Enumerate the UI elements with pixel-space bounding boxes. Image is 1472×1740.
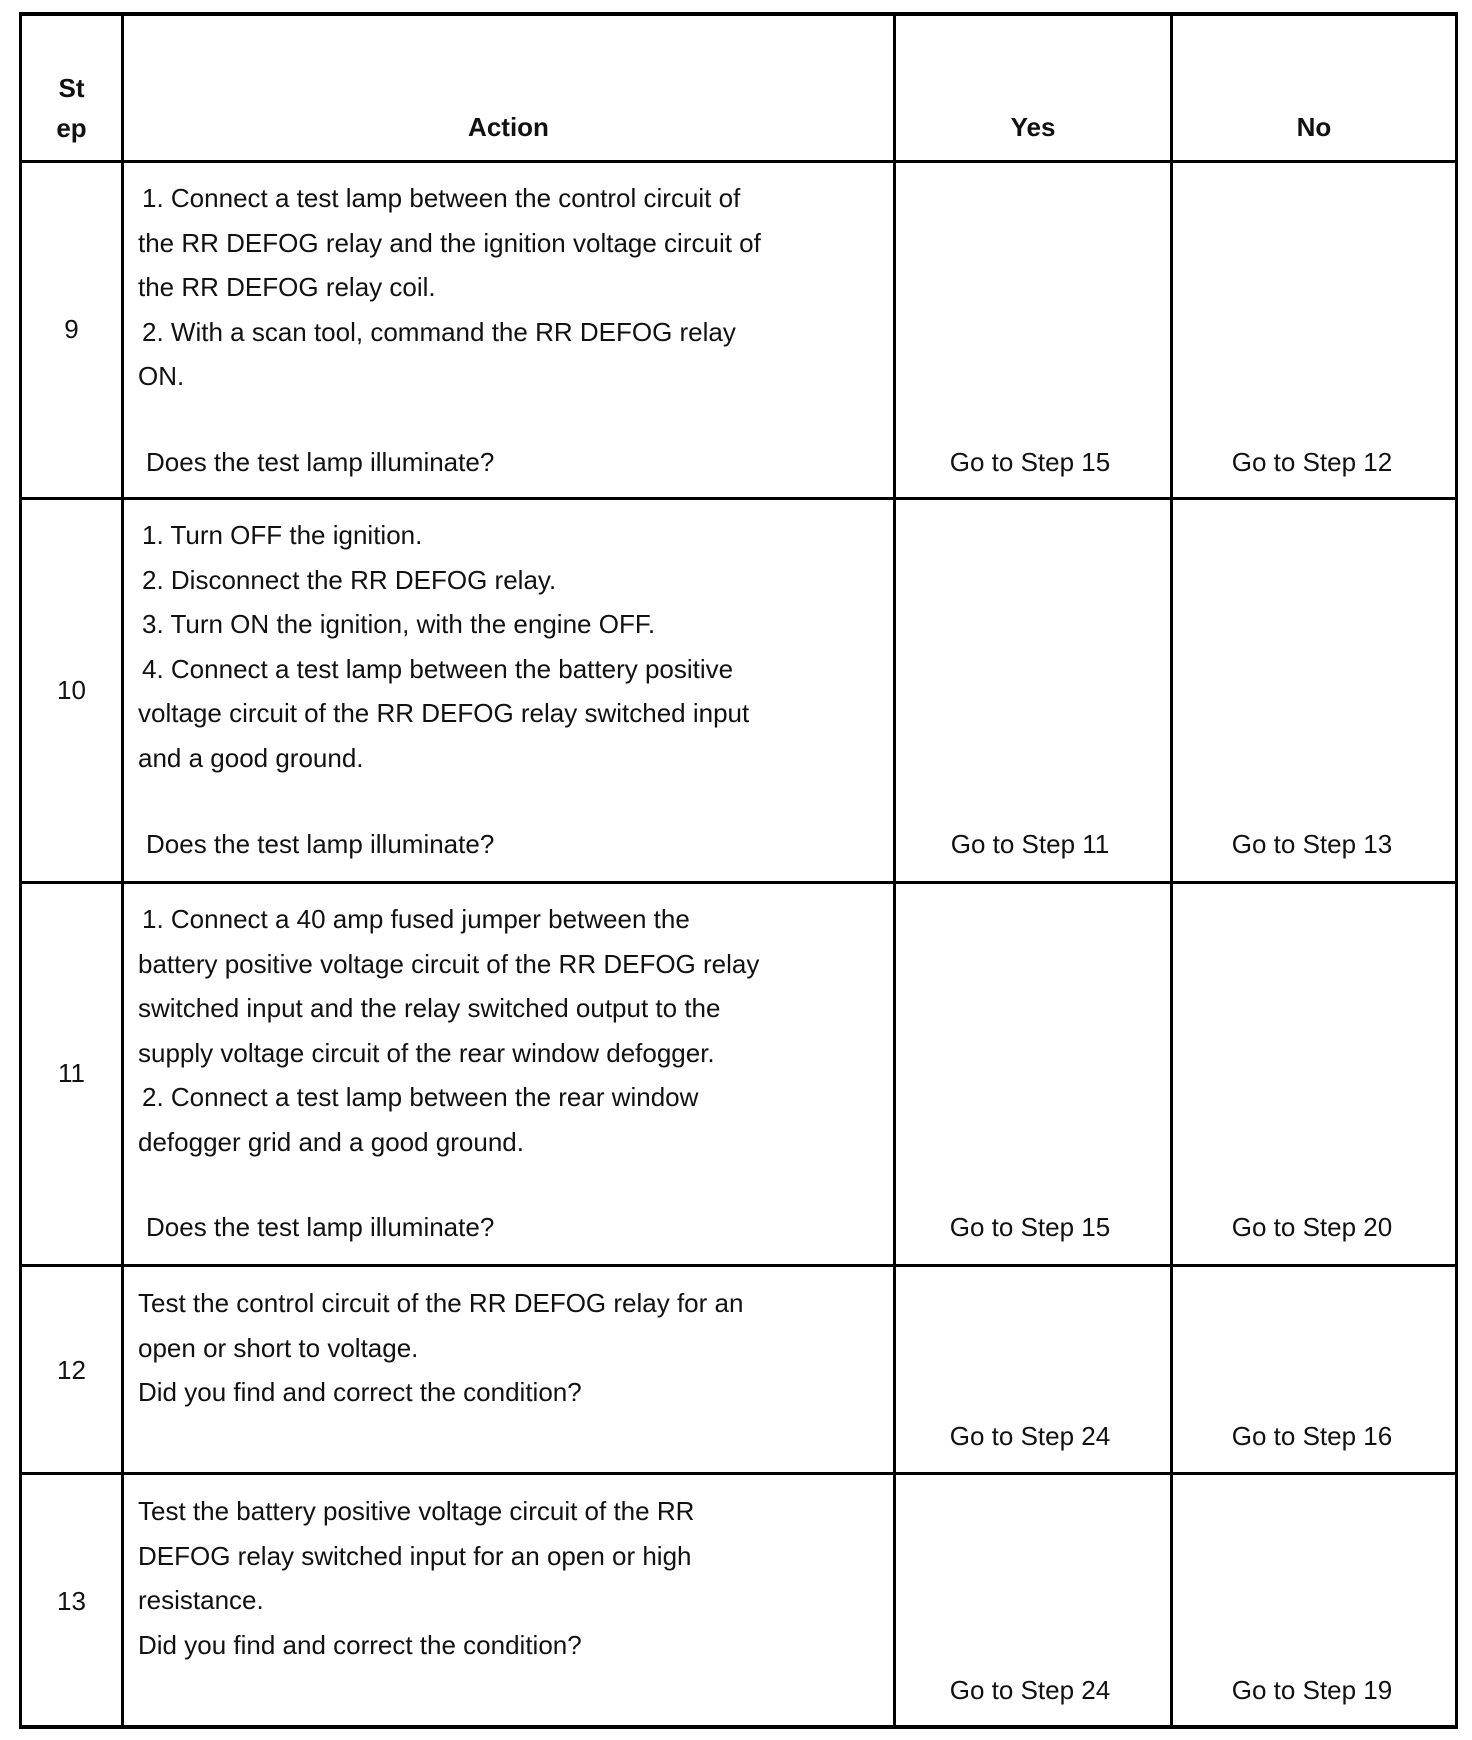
row-divider bbox=[19, 881, 1458, 884]
action-line: battery positive voltage circuit of the RR DEFOG relay bbox=[138, 948, 760, 979]
step-number: 9 bbox=[64, 314, 79, 344]
no-result: Go to Step 19 bbox=[1231, 1675, 1393, 1705]
yes-result: Go to Step 15 bbox=[949, 1212, 1111, 1242]
column-divider bbox=[893, 12, 896, 1729]
action-line: 3. Turn ON the ignition, with the engine OFF. bbox=[142, 609, 656, 639]
action-line: 1. Connect a test lamp between the control circuit of bbox=[142, 183, 741, 213]
action-line: 2. With a scan tool, command the RR DEFOG relay bbox=[142, 316, 736, 347]
step-number: 13 bbox=[57, 1586, 86, 1616]
action-line: ON. bbox=[138, 361, 185, 391]
header-divider bbox=[19, 160, 1458, 163]
action-line: Test the battery positive voltage circuit of the RR bbox=[138, 1496, 695, 1526]
no-result: Go to Step 20 bbox=[1231, 1212, 1393, 1242]
action-line: Test the control circuit of the RR DEFOG relay for an bbox=[138, 1288, 744, 1318]
row-divider bbox=[19, 1264, 1458, 1267]
action-line: Did you find and correct the condition? bbox=[138, 1377, 582, 1407]
yes-result: Go to Step 24 bbox=[949, 1675, 1111, 1705]
action-line: switched input and the relay switched output to the bbox=[138, 993, 721, 1023]
no-result: Go to Step 13 bbox=[1231, 829, 1393, 859]
header-step-line2: ep bbox=[56, 113, 87, 143]
action-line: DEFOG relay switched input for an open or high bbox=[138, 1540, 692, 1571]
action-line: 4. Connect a test lamp between the battery positive bbox=[142, 653, 734, 684]
header-action: Action bbox=[468, 112, 549, 142]
step-number: 12 bbox=[57, 1355, 86, 1385]
header-step-line1: St bbox=[58, 73, 85, 103]
action-line: resistance. bbox=[138, 1585, 264, 1615]
row-divider bbox=[19, 1472, 1458, 1475]
yes-result: Go to Step 11 bbox=[950, 829, 1110, 859]
step-number: 11 bbox=[58, 1058, 85, 1088]
action-line: Did you find and correct the condition? bbox=[138, 1629, 582, 1660]
table-border-bottom bbox=[19, 1725, 1458, 1729]
action-line: 2. Disconnect the RR DEFOG relay. bbox=[142, 564, 557, 595]
yes-result: Go to Step 24 bbox=[949, 1421, 1111, 1451]
action-text bbox=[138, 176, 761, 399]
table-border-top bbox=[19, 12, 1458, 16]
action-question: Does the test lamp illuminate? bbox=[146, 447, 495, 477]
action-question: Does the test lamp illuminate? bbox=[146, 829, 495, 859]
action-line: defogger grid and a good ground. bbox=[138, 1126, 524, 1157]
action-line: open or short to voltage. bbox=[138, 1332, 419, 1363]
yes-result: Go to Step 15 bbox=[949, 447, 1111, 477]
action-line: 1. Connect a 40 amp fused jumper between the bbox=[142, 904, 690, 934]
no-result: Go to Step 12 bbox=[1231, 447, 1393, 477]
action-question: Does the test lamp illuminate? bbox=[146, 1212, 495, 1242]
header-yes: Yes bbox=[1010, 112, 1056, 142]
column-divider bbox=[121, 12, 124, 1729]
action-text bbox=[138, 513, 749, 780]
action-text bbox=[138, 1281, 743, 1415]
no-result: Go to Step 16 bbox=[1231, 1421, 1393, 1451]
action-line: and a good ground. bbox=[138, 742, 364, 773]
header-no: No bbox=[1296, 112, 1332, 142]
header-step bbox=[21, 68, 122, 148]
action-line: the RR DEFOG relay coil. bbox=[138, 272, 436, 302]
column-divider bbox=[1170, 12, 1173, 1729]
step-number: 10 bbox=[57, 675, 86, 705]
table-border-right bbox=[1455, 12, 1458, 1729]
action-line: 2. Connect a test lamp between the rear window bbox=[142, 1082, 699, 1112]
table-border-left bbox=[19, 12, 22, 1729]
action-line: the RR DEFOG relay and the ignition voltage circuit of bbox=[138, 227, 761, 258]
action-line: supply voltage circuit of the rear window defogger. bbox=[138, 1037, 715, 1068]
action-text bbox=[138, 1489, 694, 1667]
row-divider bbox=[19, 497, 1458, 500]
action-line: voltage circuit of the RR DEFOG relay switched input bbox=[138, 698, 750, 728]
action-text bbox=[138, 897, 759, 1164]
action-line: 1. Turn OFF the ignition. bbox=[142, 520, 423, 550]
